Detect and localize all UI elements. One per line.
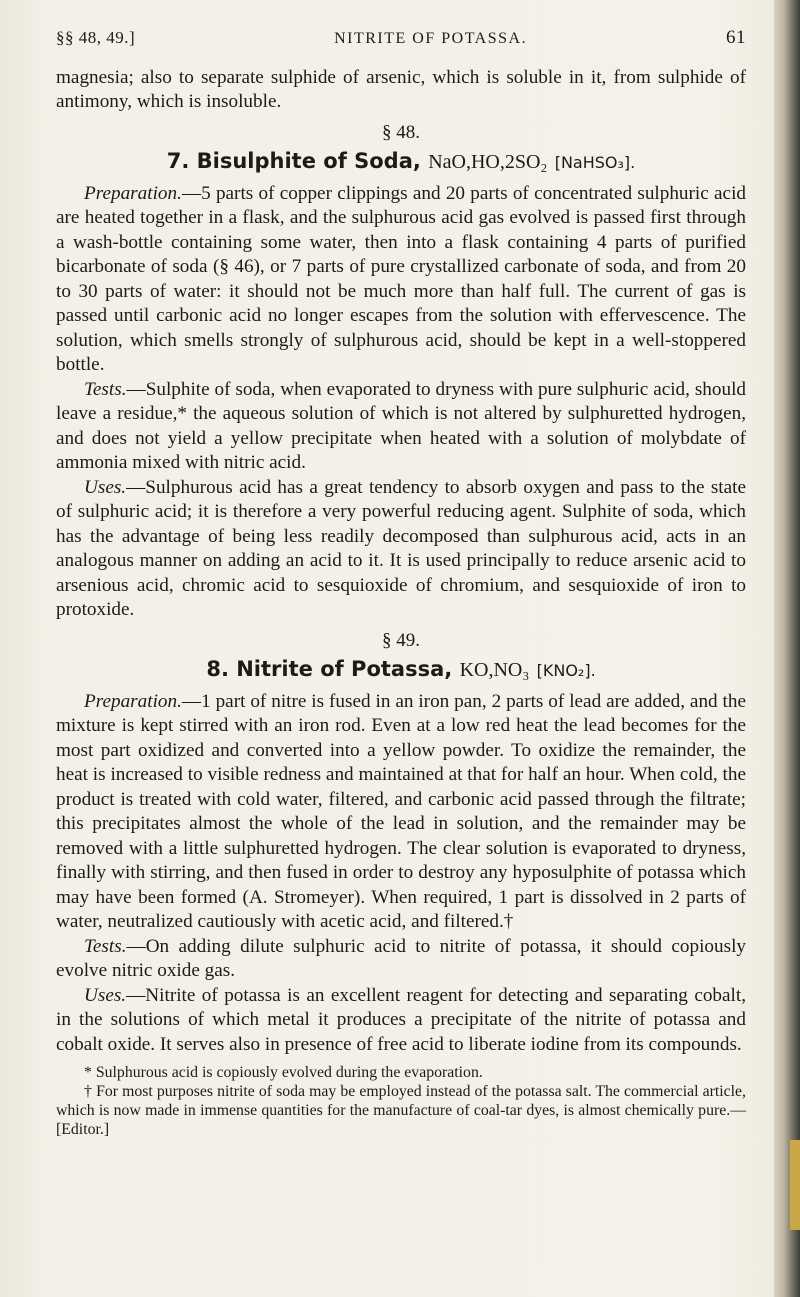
section-49-number: § 49. xyxy=(382,629,420,651)
preparation-label: Preparation. xyxy=(84,690,182,712)
uses-label: Uses. xyxy=(84,984,127,1006)
footnote: † For most purposes nitrite of soda may be employed instead of the potassa salt. The commercial article, which is now made in immense quantities for the manufacture of coal-tar dyes, is almost chemically pure.—[Editor.] xyxy=(56,1083,746,1138)
section-48-modern-formula: [NaHSO₃]. xyxy=(554,153,636,172)
section-49-title xyxy=(56,657,746,684)
preparation-label: Preparation. xyxy=(84,182,182,204)
section-49-title-text: 8. Nitrite of Potassa, xyxy=(206,657,453,681)
tests-text: —On adding dilute sulphuric acid to nitrite of potassa, it should copiously evolve nitric oxide gas. xyxy=(56,935,746,981)
page-text xyxy=(56,26,746,1139)
section-49-formula: KO,NO₃ xyxy=(459,659,530,681)
section-48-preparation xyxy=(56,182,746,378)
section-49-tests xyxy=(56,935,746,984)
section-48-tests xyxy=(56,378,746,476)
footnote: * Sulphurous acid is copiously evolved during the evaporation. xyxy=(84,1064,483,1081)
section-48-number: § 48. xyxy=(382,121,420,143)
tests-text: —Sulphite of soda, when evaporated to dryness with pure sulphuric acid, should leave a residue,* the aqueous solution of which is not altered by sulphuretted hydrogen, and does not yield a yellow precipitate when heated with a solution of molybdate of ammonia mixed with nitric acid. xyxy=(56,378,746,473)
section-48-formula: NaO,HO,2SO₂ xyxy=(428,151,548,173)
uses-text: —Sulphurous acid has a great tendency to absorb oxygen and pass to the state of sulphuric acid; it is therefore a very powerful reducing agent. Sulphite of soda, which has the advantage of being less readily decomposed than sulphurous acid, acts in an analogous manner on adding an acid to it. It is used principally to reduce arsenic acid to arsenious acid, chromic acid to sesquioxide of chromium, and sesquioxide of iron to protoxide. xyxy=(56,476,746,620)
page-number: 61 xyxy=(726,27,746,48)
section-48-title xyxy=(56,149,746,176)
header-sections: §§ 48, 49.] xyxy=(56,28,136,47)
section-49-preparation xyxy=(56,690,746,935)
uses-label: Uses. xyxy=(84,476,127,498)
tests-label: Tests. xyxy=(84,378,127,400)
running-header xyxy=(56,26,746,52)
section-49-uses xyxy=(56,984,746,1058)
uses-text: —Nitrite of potassa is an excellent reagent for detecting and separating cobalt, in the solutions of which metal it produces a precipitate of the nitrite of potassa and cobalt oxide. It serves also in presence of free acid to liberate iodine from its compounds. xyxy=(56,984,746,1055)
section-49-modern-formula: [KNO₂]. xyxy=(536,661,596,680)
page-edge-shadow xyxy=(774,0,800,1297)
preparation-text: —5 parts of copper clippings and 20 parts of concentrated sulphuric acid are heated together in a flask, and the sulphurous acid gas evolved is passed first through a wash-bottle containing some water, then into a flask containing 4 parts of purified bicarbonate of soda (§ 46), or 7 parts of pure crystallized carbonate of soda, and from 20 to 30 parts of water: it should not be much more than half full. The current of gas is passed until carbonic acid no longer escapes from the solution with effervescence. The solution, which smells strongly of sulphurous acid, should be kept in a well-stoppered bottle. xyxy=(56,182,746,375)
bookmark-tab xyxy=(790,1140,800,1230)
preparation-text: —1 part of nitre is fused in an iron pan, 2 parts of lead are added, and the mixture is kept stirred with an iron rod. Even at a low red heat the lead becomes for the most part oxidized and converted into a yellow powder. To oxidize the remainder, the heat is increased to visible redness and maintained at that for half an hour. When cold, the product is treated with cold water, filtered, and carbonic acid passed through the filtrate; this precipitates almost the whole of the lead in solution, and the remainder may be removed with a little sulphuretted hydrogen. The clear solution is evaporated to dryness, finally with stirring, and then fused in order to destroy any hyposulphite of potassa which may have been formed (A. Stromeyer). When required, 1 part is dissolved in 2 parts of water, neutralized cautiously with acetic acid, and filtered.† xyxy=(56,690,746,932)
header-title: NITRITE OF POTASSA. xyxy=(334,30,528,47)
intro-paragraph: magnesia; also to separate sulphide of arsenic, which is soluble in it, from sulphide of antimony, which is insoluble. xyxy=(56,66,746,112)
footnotes xyxy=(56,1063,746,1139)
tests-label: Tests. xyxy=(84,935,127,957)
section-48-uses xyxy=(56,476,746,623)
section-48-title-text: 7. Bisulphite of Soda, xyxy=(166,149,421,173)
